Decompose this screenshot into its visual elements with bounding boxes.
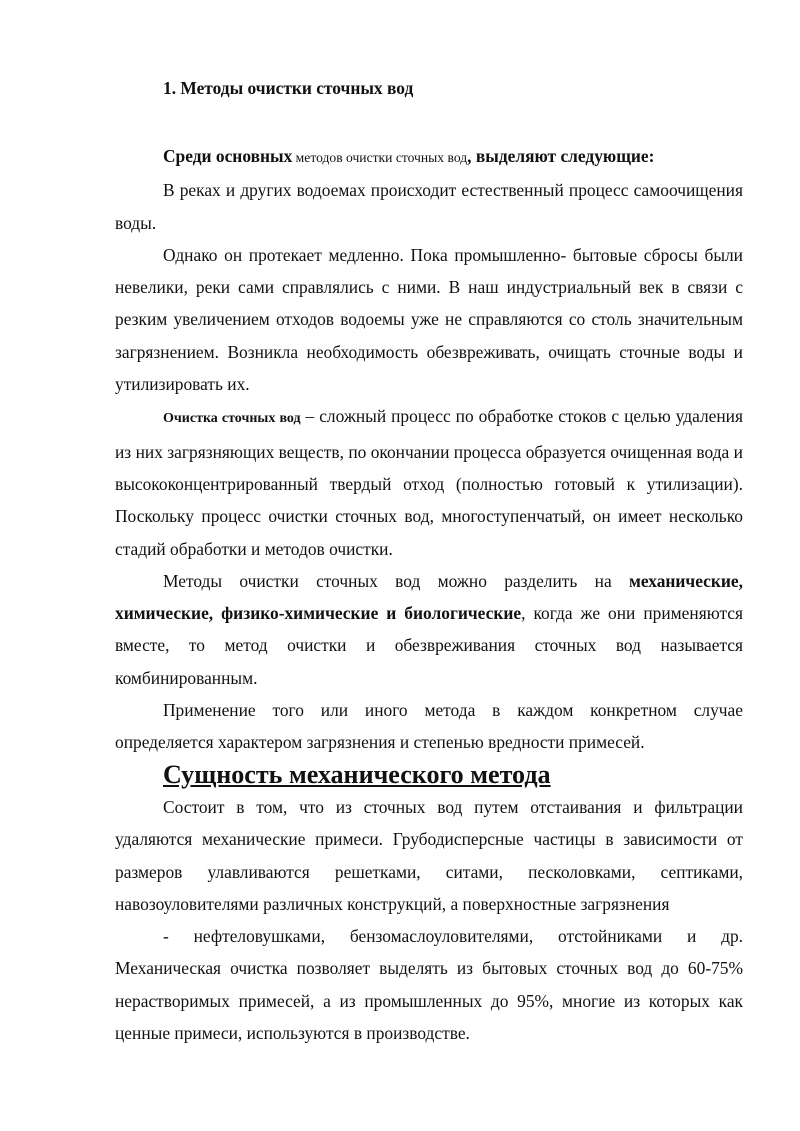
paragraph-industrial-age: Однако он протекает медленно. Пока промышленно- бытовые сбросы были невелики, реки сами справлялись с ними. В наш индустриальный век в связи с резким увеличением отходов водоемы уже не справляются со столь значительным загрязнением. Возникла необходимость обезвреживать, очищать сточные воды и утилизировать их. <box>115 244 743 395</box>
definition-text: – сложный процесс по обработке стоков с целью удаления из них загрязняющих веществ, по окончании процесса образуется очищенная вода и высококонцентрированный твердый отход (полностью готовый к утилизации). Поскольку процесс очистки сточных вод, многоступенчатый, он имеет несколько стадий обработки и методов очистки. <box>115 406 743 559</box>
document-title: 1. Методы очистки сточных вод <box>163 78 414 98</box>
paragraph-method-choice: Применение того или иного метода в каждом конкретном случае определяется характером загрязнения и степенью вредности примесей. <box>115 700 743 753</box>
methods-end: , когда же они применяются вместе, то метод очистки и обезвреживания сточных вод называется комбинированным. <box>115 603 743 688</box>
paragraph-self-purification: В реках и других водоемах происходит естественный процесс самоочищения воды. <box>115 180 743 233</box>
paragraph-definition <box>115 400 743 564</box>
intro-bold-end: , выделяют следующие: <box>467 146 655 166</box>
paragraph-mechanical-results: - нефтеловушками, бензомаслоуловителями, отстойниками и др. Механическая очистка позволяет выделять из бытовых сточных вод до 60-75% нерастворимых примесей, а из промышленных до 95%, многие из которых как ценные примеси, используются в производстве. <box>115 926 743 1044</box>
document-body <box>115 74 743 1049</box>
intro-bold-start: Среди основных <box>163 146 293 166</box>
intro-small-middle: методов очистки сточных вод <box>292 150 468 165</box>
methods-start: Методы очистки сточных вод можно разделить на <box>163 570 630 591</box>
definition-term: Очистка сточных вод <box>163 411 301 427</box>
section-heading-mechanical: Сущность механического метода <box>163 759 551 789</box>
paragraph-methods <box>115 565 743 694</box>
methods-list: механические, химические, физико-химические и биологические <box>115 570 743 624</box>
intro-paragraph <box>115 140 743 174</box>
paragraph-mechanical-essence: Состоит в том, что из сточных вод путем отстаивания и фильтрации удаляются механические примеси. Грубодисперсные частицы в зависимости от размеров улавливаются решетками, ситами, песколовками, септиками, навозоуловителями различных конструкций, а поверхностные загрязнения <box>115 796 743 914</box>
